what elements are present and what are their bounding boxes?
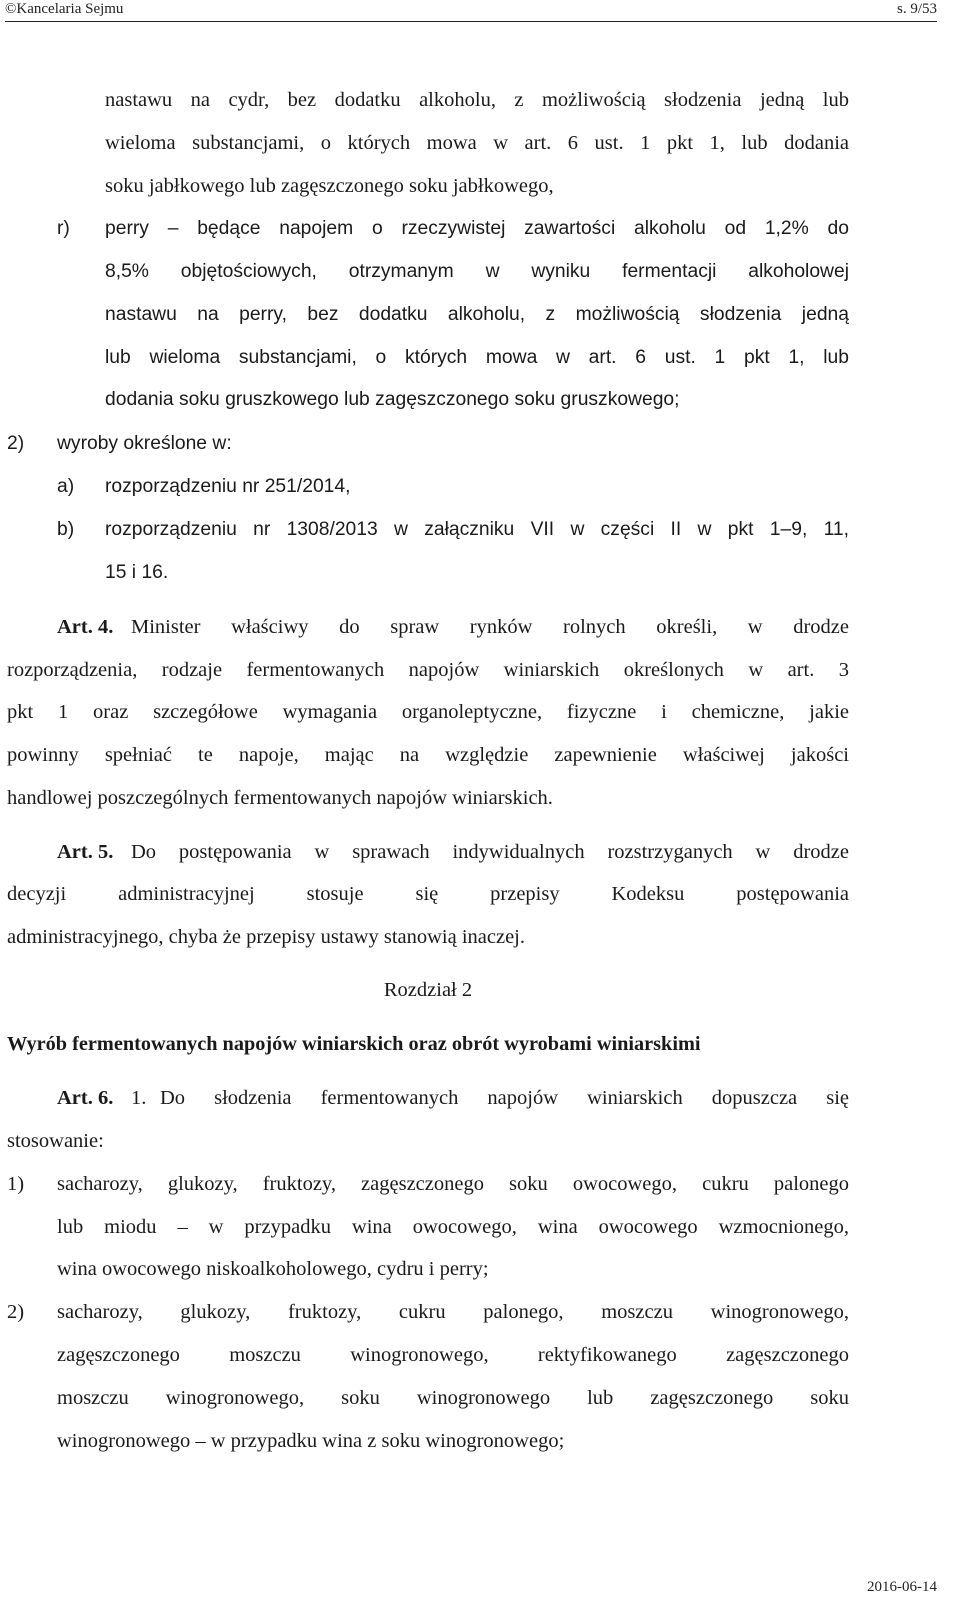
text-line: sacharozy, glukozy, fruktozy, cukru palonego, moszczu winogronowego,	[57, 1301, 849, 1323]
text-line: rozporządzeniu nr 251/2014,	[105, 476, 351, 497]
text-line: rozporządzeniu nr 1308/2013 w załączniku VII w części II w pkt 1–9, 11,	[105, 519, 849, 540]
chapter-title: Wyrób fermentowanych napojów winiarskich oraz obrót wyrobami winiarskimi	[7, 1033, 701, 1055]
text-line: soku jabłkowego lub zagęszczonego soku jabłkowego,	[105, 175, 554, 197]
header-divider	[5, 21, 937, 22]
text-line: zagęszczonego moszczu winogronowego, rektyfikowanego zagęszczonego	[57, 1344, 849, 1366]
article-label: Art. 4.	[57, 616, 114, 638]
text-line: nastawu na cydr, bez dodatku alkoholu, z możliwością słodzenia jedną lub	[105, 89, 849, 111]
article-label: Art. 5.	[57, 841, 114, 863]
list-label: r)	[57, 218, 70, 239]
text-line: sacharozy, glukozy, fruktozy, zagęszczonego soku owocowego, cukru palonego	[57, 1173, 849, 1195]
list-label: 2)	[7, 1301, 25, 1323]
text-line: 8,5% objętościowych, otrzymanym w wyniku fermentacji alkoholowej	[105, 261, 849, 282]
text-line: Do słodzenia fermentowanych napojów winiarskich dopuszcza się	[160, 1087, 849, 1109]
text-line: nastawu na perry, bez dodatku alkoholu, z możliwością słodzenia jedną	[105, 304, 849, 325]
page-number: s. 9/53	[896, 1, 937, 17]
text-line: wieloma substancjami, o których mowa w art. 6 ust. 1 pkt 1, lub dodania	[105, 132, 849, 154]
chapter-number: Rozdział 2	[383, 979, 473, 1001]
text-line: perry – będące napojem o rzeczywistej zawartości alkoholu od 1,2% do	[105, 218, 849, 239]
list-label: 2)	[7, 433, 25, 454]
text-line: 15 i 16.	[105, 562, 169, 583]
text-line: administracyjnego, chyba że przepisy ustawy stanowią inaczej.	[7, 926, 526, 948]
text-line: handlowej poszczególnych fermentowanych napojów winiarskich.	[7, 787, 553, 809]
list-label: b)	[57, 519, 75, 540]
article-label: Art. 6.	[57, 1087, 114, 1109]
text-line: wina owocowego niskoalkoholowego, cydru i perry;	[57, 1258, 489, 1280]
text-line: dodania soku gruszkowego lub zagęszczonego soku gruszkowego;	[105, 389, 680, 410]
copyright-label: ©Kancelaria Sejmu	[5, 1, 124, 17]
text-line: stosowanie:	[7, 1130, 104, 1152]
text-line: Do postępowania w sprawach indywidualnych rozstrzyganych w drodze	[131, 841, 849, 863]
document-date: 2016-06-14	[867, 1579, 937, 1595]
text-line: powinny spełniać te napoje, mając na względzie zapewnienie właściwej jakości	[7, 744, 849, 766]
list-label: 1)	[7, 1173, 25, 1195]
list-label: a)	[57, 476, 75, 497]
text-line: wyroby określone w:	[57, 433, 232, 454]
text-line: decyzji administracyjnej stosuje się przepisy Kodeksu postępowania	[7, 883, 849, 905]
paragraph-number: 1.	[131, 1087, 147, 1109]
text-line: moszczu winogronowego, soku winogronowego lub zagęszczonego soku	[57, 1387, 849, 1409]
text-line: Minister właściwy do spraw rynków rolnych określi, w drodze	[131, 616, 849, 638]
text-line: pkt 1 oraz szczegółowe wymagania organoleptyczne, fizyczne i chemiczne, jakie	[7, 701, 849, 723]
text-line: lub miodu – w przypadku wina owocowego, wina owocowego wzmocnionego,	[57, 1216, 849, 1238]
text-line: lub wieloma substancjami, o których mowa w art. 6 ust. 1 pkt 1, lub	[105, 347, 849, 368]
text-line: rozporządzenia, rodzaje fermentowanych napojów winiarskich określonych w art. 3	[7, 659, 849, 681]
text-line: winogronowego – w przypadku wina z soku winogronowego;	[57, 1430, 565, 1452]
page-header	[0, 0, 960, 34]
